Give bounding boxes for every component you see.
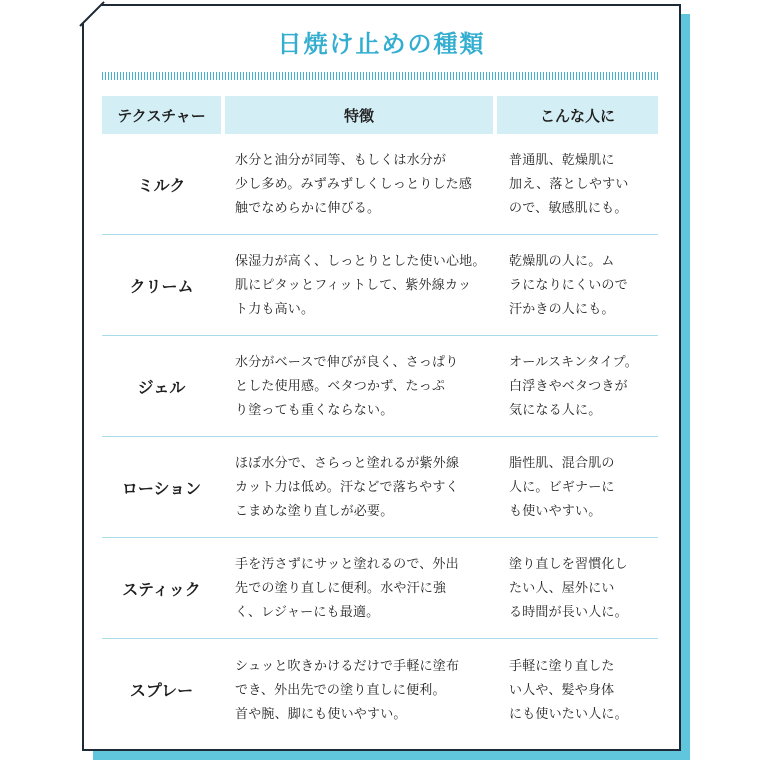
texture-name: ローション xyxy=(121,478,202,498)
texture-name: クリーム xyxy=(129,276,194,296)
feature-text: 水分がベースで伸びが良く、さっぱり とした使用感。ベタつかず、たっぷ り塗っても重くならない。 xyxy=(235,355,459,418)
table-row xyxy=(102,538,658,639)
feature-text: 保湿力が高く、しっとりとした使い心地。 肌にピタッとフィットして、紫外線カッ ト力も高い。 xyxy=(235,254,486,317)
table-row xyxy=(102,134,658,235)
header-for-whom: こんな人に xyxy=(497,96,658,134)
for-whom-text: 普通肌、乾燥肌に 加え、落としやすい ので、敏感肌にも。 xyxy=(509,153,629,216)
feature-text: シュッと吹きかけるだけで手軽に塗布 でき、外出先での塗り直しに便利。 首や腕、脚にも使いやすい。 xyxy=(235,658,460,722)
feature-text: 水分と油分が同等、もしくは水分が 少し多め。みずみずしくしっとりした感 触でなめらかに伸びる。 xyxy=(235,153,473,216)
feature-text: ほぼ水分で、さらっと塗れるが紫外線 カット力は低め。汗などで落ちやすく こまめな塗り直しが必要。 xyxy=(235,456,460,519)
for-whom-text: 塗り直しを習慣化し たい人、屋外にい る時間が長い人に。 xyxy=(509,557,628,620)
for-whom-text: 脂性肌、混合肌の 人に。ビギナーに も使いやすい。 xyxy=(509,456,615,519)
table-row xyxy=(102,437,658,538)
header-texture: テクスチャー xyxy=(102,96,221,134)
texture-name: ミルク xyxy=(137,175,186,195)
texture-name: ジェル xyxy=(137,377,186,397)
title-divider xyxy=(102,72,658,80)
table-row xyxy=(102,639,658,740)
feature-text: 手を汚さずにサッと塗れるので、外出 先での塗り直しに便利。水や汗に強 く、レジャーにも最適。 xyxy=(235,557,459,620)
texture-name: スプレー xyxy=(129,681,194,700)
table-row xyxy=(102,336,658,437)
for-whom-text: 手軽に塗り直した い人や、髪や身体 にも使いたい人に。 xyxy=(509,658,628,722)
sunscreen-types-table xyxy=(102,96,658,740)
for-whom-text: 乾燥肌の人に。ム ラになりにくいので 汗かきの人にも。 xyxy=(509,254,628,317)
table-row xyxy=(102,235,658,336)
header-feature: 特徴 xyxy=(225,96,493,134)
texture-name: スティック xyxy=(122,579,201,599)
for-whom-text: オールスキンタイプ。 白浮きやベタつきが 気になる人に。 xyxy=(509,355,639,418)
table-header xyxy=(102,96,658,134)
page-title: 日焼け止めの種類 xyxy=(277,30,486,58)
